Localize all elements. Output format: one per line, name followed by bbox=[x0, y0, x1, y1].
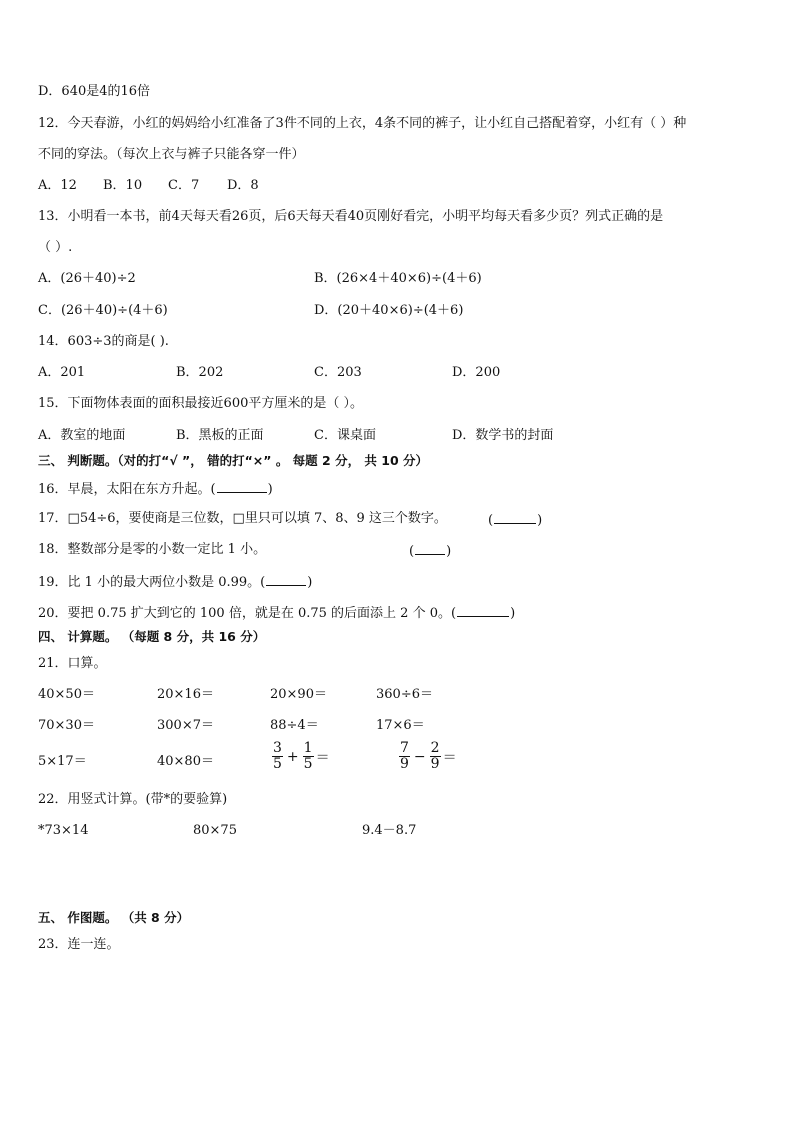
q21-stem: 21．口算。 bbox=[38, 656, 107, 671]
q22-item-2: 80×75 bbox=[193, 823, 237, 838]
q20-text: 20．要把 0.75 扩大到它的 100 倍，就是在 0.75 的后面添上 2 个 0。( bbox=[38, 606, 457, 621]
plus-sign: + bbox=[286, 748, 299, 765]
q21-r1-c4: 360÷6＝ bbox=[376, 687, 433, 702]
fraction-2-9 bbox=[430, 741, 441, 772]
denominator: 9 bbox=[400, 756, 409, 772]
q12-option-d: D．8 bbox=[227, 178, 259, 193]
denominator: 9 bbox=[430, 756, 440, 772]
q18-text: 18．整数部分是零的小数一定比 1 小。 bbox=[38, 542, 267, 557]
fraction-7-9 bbox=[399, 741, 410, 772]
q21-r2-c3: 88÷4＝ bbox=[270, 718, 319, 733]
q15-stem: 15．下面物体表面的面积最接近600平方厘米的是（ ）。 bbox=[38, 396, 363, 411]
q23-stem: 23．连一连。 bbox=[38, 937, 120, 952]
q15-option-d: D．数学书的封面 bbox=[452, 428, 554, 443]
q16-close: ) bbox=[267, 482, 273, 497]
q20 bbox=[38, 604, 515, 622]
numerator: 7 bbox=[400, 740, 409, 756]
q12-option-a: A．12 bbox=[38, 178, 77, 193]
numerator: 3 bbox=[273, 740, 282, 756]
q18-open: ( bbox=[409, 544, 415, 559]
q15-option-a: A．教室的地面 bbox=[38, 428, 126, 443]
fraction-1-5 bbox=[303, 741, 314, 772]
q19 bbox=[38, 573, 312, 591]
q18-answer bbox=[409, 542, 451, 560]
q20-answer-blank[interactable] bbox=[457, 604, 509, 617]
q14-stem: 14．603÷3的商是( ). bbox=[38, 334, 169, 349]
equals-sign: ＝ bbox=[442, 749, 457, 766]
q15-option-b: B．黑板的正面 bbox=[176, 428, 264, 443]
q17-text: 17．□54÷6，要使商是三位数，□里只可以填 7、8、9 这三个数字。 bbox=[38, 511, 447, 526]
section4-heading: 四、 计算题。 （每题 8 分，共 16 分） bbox=[38, 629, 266, 644]
q11-option-d: D．640是4的16倍 bbox=[38, 84, 151, 99]
q20-close: ) bbox=[510, 606, 516, 621]
q21-r1-c2: 20×16＝ bbox=[157, 687, 214, 702]
q13-option-d: D．(20＋40×6)÷(4＋6) bbox=[314, 303, 464, 318]
q13-stem-line2: （ ）. bbox=[38, 240, 73, 255]
numerator: 1 bbox=[303, 740, 313, 756]
q13-option-b: B．(26×4＋40×6)÷(4＋6) bbox=[314, 271, 482, 286]
q21-r1-c1: 40×50＝ bbox=[38, 687, 95, 702]
fraction-3-5 bbox=[272, 741, 283, 772]
q13-option-c: C．(26＋40)÷(4＋6) bbox=[38, 303, 168, 318]
q16 bbox=[38, 480, 273, 498]
minus-sign: − bbox=[413, 748, 426, 765]
q12-option-b: B．10 bbox=[103, 178, 143, 193]
q21-r3-c2: 40×80＝ bbox=[157, 754, 214, 769]
q14-option-b: B．202 bbox=[176, 365, 224, 380]
q13-stem-line1: 13．小明看一本书，前4天每天看26页，后6天每天看40页刚好看完，小明平均每天看多少页？列式正确的是 bbox=[38, 209, 664, 224]
q21-fraction-difference bbox=[397, 741, 457, 772]
q14-option-c: C．203 bbox=[314, 365, 362, 380]
q21-r3-c1: 5×17＝ bbox=[38, 754, 87, 769]
q17-answer bbox=[488, 511, 542, 529]
q18-answer-blank[interactable] bbox=[415, 542, 445, 555]
q22-item-1: *73×14 bbox=[38, 823, 89, 838]
q14-option-a: A．201 bbox=[38, 365, 86, 380]
q17-close: ) bbox=[537, 513, 543, 528]
q15-option-c: C．课桌面 bbox=[314, 428, 376, 443]
q17-answer-blank[interactable] bbox=[494, 511, 536, 524]
q22-stem: 22．用竖式计算。(带*的要验算) bbox=[38, 792, 228, 807]
section5-heading: 五、 作图题。 （共 8 分） bbox=[38, 910, 190, 925]
q19-close: ) bbox=[307, 575, 313, 590]
q16-text: 16．早晨，太阳在东方升起。( bbox=[38, 482, 216, 497]
q18-close: ) bbox=[446, 544, 452, 559]
q12-stem-line2: 不同的穿法。（每次上衣与裤子只能各穿一件） bbox=[38, 147, 305, 162]
q21-r2-c2: 300×7＝ bbox=[157, 718, 214, 733]
section3-heading: 三、 判断题。（对的打“√ ”， 错的打“×” 。 每题 2 分， 共 10 分） bbox=[38, 453, 429, 468]
q22-item-3: 9.4－8.7 bbox=[362, 823, 417, 838]
q21-r2-c4: 17×6＝ bbox=[376, 718, 425, 733]
q14-option-d: D．200 bbox=[452, 365, 501, 380]
q19-answer-blank[interactable] bbox=[266, 573, 306, 586]
q13-option-a: A．(26＋40)÷2 bbox=[38, 271, 136, 286]
q16-answer-blank[interactable] bbox=[217, 480, 267, 493]
equals-sign: ＝ bbox=[315, 749, 330, 766]
q19-text: 19．比 1 小的最大两位小数是 0.99。( bbox=[38, 575, 266, 590]
q12-stem-line1: 12．今天春游，小红的妈妈给小红准备了3件不同的上衣，4条不同的裤子，让小红自己搭配着穿，小红有（ ）种 bbox=[38, 116, 687, 131]
q21-r2-c1: 70×30＝ bbox=[38, 718, 95, 733]
denominator: 5 bbox=[303, 756, 313, 772]
q12-option-c: C．7 bbox=[168, 178, 200, 193]
denominator: 5 bbox=[273, 756, 282, 772]
numerator: 2 bbox=[430, 740, 440, 756]
q17-open: ( bbox=[488, 513, 494, 528]
q21-fraction-sum bbox=[270, 741, 330, 772]
q21-r1-c3: 20×90＝ bbox=[270, 687, 327, 702]
